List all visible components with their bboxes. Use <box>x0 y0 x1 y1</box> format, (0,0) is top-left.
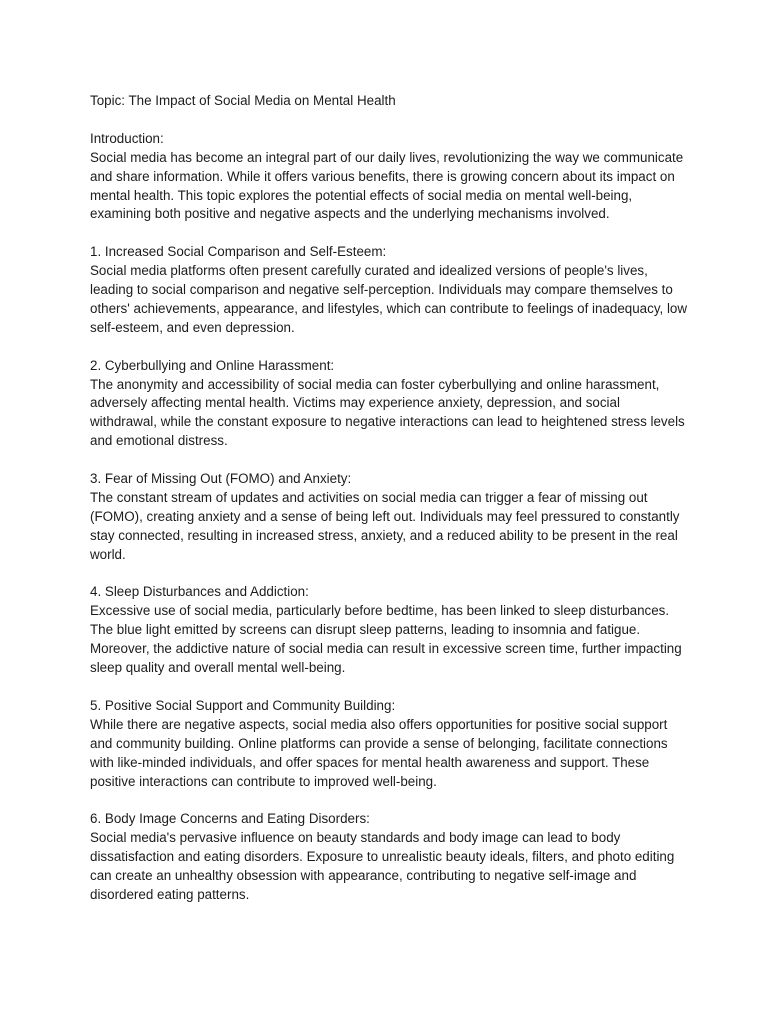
section-social-support <box>90 697 690 792</box>
document-title: Topic: The Impact of Social Media on Mental Health <box>90 93 396 108</box>
section-heading: 2. Cyberbullying and Online Harassment: <box>90 357 335 373</box>
section-body-image <box>90 810 690 905</box>
section-body: While there are negative aspects, social media also offers opportunities for positive social support and community building. Online platforms can provide a sense of belonging, facilitate connections with like-minded individuals, and offer spaces for mental health awareness and support. These positive interactions can contribute to improved well-being. <box>90 716 668 789</box>
section-sleep <box>90 583 690 678</box>
section-heading: 4. Sleep Disturbances and Addiction: <box>90 584 309 600</box>
section-body: Social media's pervasive influence on beauty standards and body image can lead to body dissatisfaction and eating disorders. Exposure to unrealistic beauty ideals, filters, and photo editing can create an unhealthy obsession with appearance, contributing to negative self-image and disordered eating patterns. <box>90 830 675 902</box>
section-heading: 5. Positive Social Support and Community Building: <box>90 697 396 713</box>
section-body: Social media has become an integral part of our daily lives, revolutionizing the way we communicate and share information. While it offers various benefits, there is growing concern about its impact on mental health. This topic explores the potential effects of social media on mental well-being, examining both positive and negative aspects and the underlying mechanisms involved. <box>90 149 684 222</box>
document-page <box>90 92 690 905</box>
section-heading: 3. Fear of Missing Out (FOMO) and Anxiety: <box>90 471 352 487</box>
section-fomo <box>90 470 690 565</box>
section-body: The constant stream of updates and activities on social media can trigger a fear of missing out (FOMO), creating anxiety and a sense of being left out. Individuals may feel pressured to constantly stay connected, resulting in increased stress, anxiety, and a reduced ability to be present in the real world. <box>90 489 680 562</box>
section-heading: Introduction: <box>90 130 164 146</box>
section-body: Social media platforms often present carefully curated and idealized versions of people's lives, leading to social comparison and negative self-perception. Individuals may compare themselves to others' achievements, appearance, and lifestyles, which can contribute to feelings of inadequacy, low self-esteem, and even depression. <box>90 263 688 335</box>
section-cyberbullying <box>90 357 690 452</box>
section-heading: 6. Body Image Concerns and Eating Disorders: <box>90 811 370 827</box>
section-social-comparison <box>90 243 690 338</box>
section-body: Excessive use of social media, particularly before bedtime, has been linked to sleep disturbances. The blue light emitted by screens can disrupt sleep patterns, leading to insomnia and fatigue. Moreover, the addictive nature of social media can result in excessive screen time, further impacting sleep quality and overall mental well-being. <box>90 603 682 676</box>
section-body: The anonymity and accessibility of social media can foster cyberbullying and online harassment, adversely affecting mental health. Victims may experience anxiety, depression, and social withdrawal, while the constant exposure to negative interactions can lead to heightened stress levels and emotional distress. <box>90 376 685 449</box>
section-introduction <box>90 130 690 225</box>
section-heading: 1. Increased Social Comparison and Self-Esteem: <box>90 244 387 260</box>
